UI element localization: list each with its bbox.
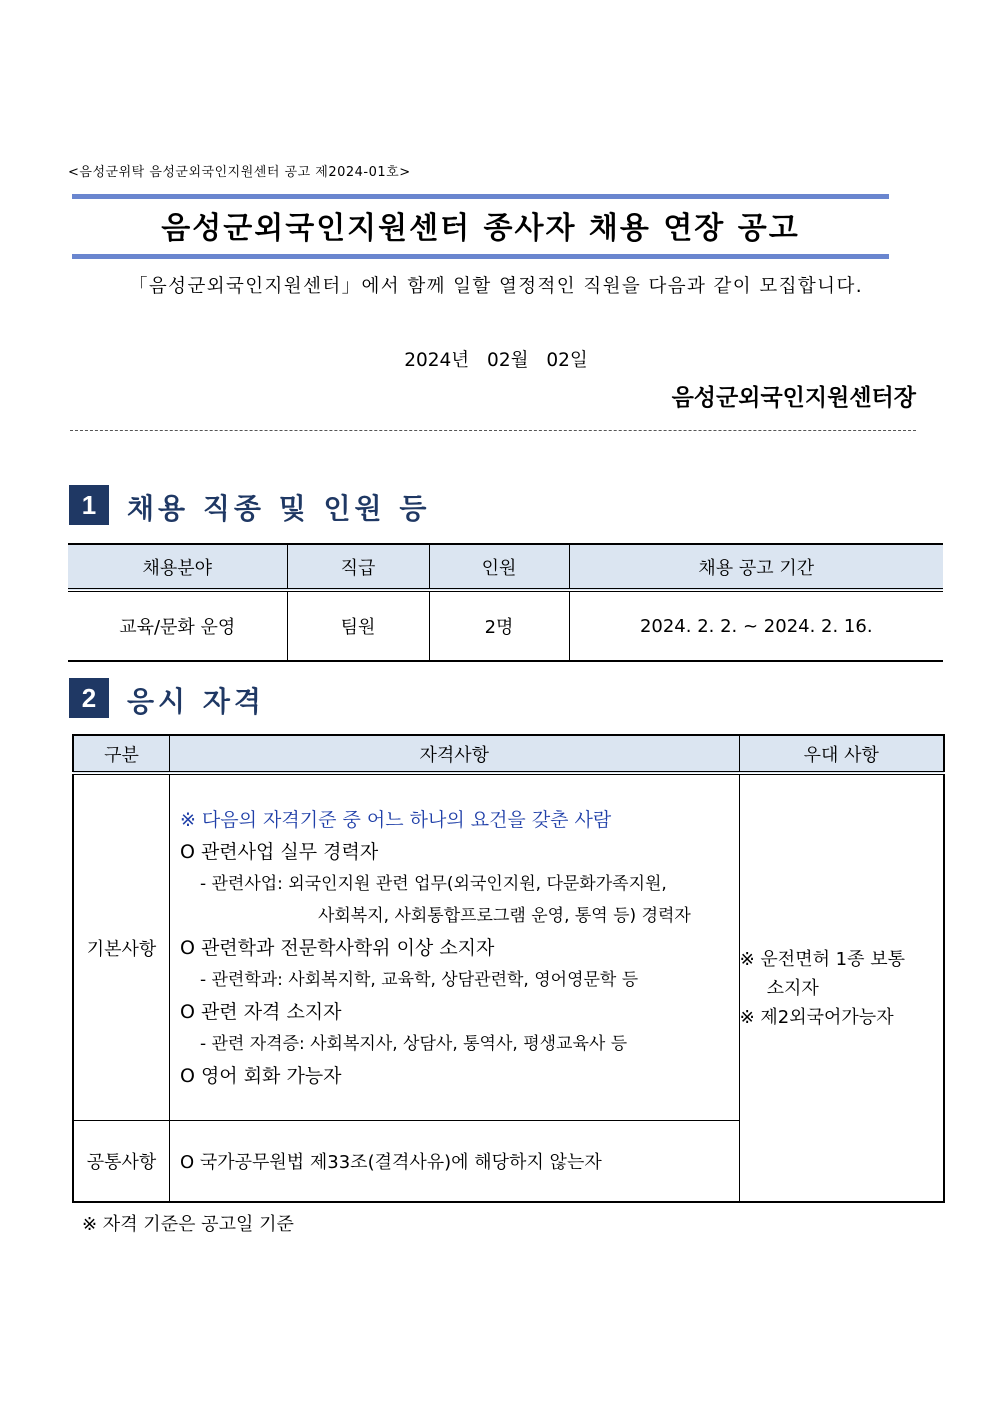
- table-row-basic: [73, 773, 944, 1121]
- criteria-item: O 관련학과 전문학사학위 이상 소지자: [179, 937, 495, 959]
- criteria-detail: 사회복지, 사회통합프로그램 운영, 통역 등) 경력자: [317, 906, 691, 926]
- cell-field: 교육/문화 운영: [68, 590, 287, 661]
- section-2-number: 2: [69, 678, 109, 718]
- criteria-heading: ※ 다음의 자격기준 중 어느 하나의 요건을 갖춘 사람: [179, 809, 612, 831]
- dashed-divider: [70, 430, 916, 431]
- criteria-item: O 관련 자격 소지자: [179, 1001, 342, 1023]
- cell-headcount: 2명: [429, 590, 569, 661]
- basic-qualifications: [169, 773, 739, 1121]
- intro-text: 「음성군외국인지원센터」에서 함께 일할 열정적인 직원을 다음과 같이 모집합니다.: [129, 276, 863, 297]
- table-header-row: [68, 544, 943, 590]
- title-bottom-bar: [72, 254, 889, 259]
- recruitment-table: [68, 543, 943, 662]
- common-label: 공통사항: [73, 1121, 169, 1203]
- qualification-table: [72, 734, 945, 1203]
- title-top-bar: [72, 194, 889, 199]
- table-header-row: [73, 735, 944, 773]
- header-category: 구분: [73, 735, 169, 773]
- section-1-number: 1: [69, 485, 109, 525]
- criteria-item: O 영어 회화 가능자: [179, 1065, 342, 1087]
- preferences-cell: [739, 773, 944, 1202]
- header-rank: 직급: [287, 544, 429, 590]
- basic-label: 기본사항: [73, 773, 169, 1121]
- header-field: 채용분야: [68, 544, 287, 590]
- page-title: 음성군외국인지원센터 종사자 채용 연장 공고: [161, 211, 800, 246]
- header-period: 채용 공고 기간: [569, 544, 943, 590]
- footnote: ※ 자격 기준은 공고일 기준: [82, 1214, 294, 1235]
- criteria-item: O 관련사업 실무 경력자: [179, 841, 379, 863]
- issuer: 음성군외국인지원센터장: [671, 385, 916, 411]
- header-headcount: 인원: [429, 544, 569, 590]
- header-preferences: 우대 사항: [739, 735, 944, 773]
- cell-rank: 팀원: [287, 590, 429, 661]
- section-1-title: 채용 직종 및 인원 등: [127, 492, 431, 525]
- criteria-detail: - 관련사업: 외국인지원 관련 업무(외국인지원, 다문화가족지원,: [199, 874, 667, 894]
- header-qualifications: 자격사항: [169, 735, 739, 773]
- preference-item: ※ 제2외국어가능자: [739, 1006, 894, 1028]
- section-2-title: 응시 자격: [127, 685, 265, 718]
- criteria-detail: - 관련 자격증: 사회복지사, 상담사, 통역사, 평생교육사 등: [199, 1034, 628, 1054]
- preference-item-cont: 소지자: [766, 977, 819, 999]
- preference-item: ※ 운전면허 1종 보통: [739, 948, 906, 970]
- criteria-detail: - 관련학과: 사회복지학, 교육학, 상담관련학, 영어영문학 등: [199, 970, 639, 990]
- notice-number: <음성군위탁 음성군외국인지원센터 공고 제2024-01호>: [68, 165, 411, 180]
- table-row: [68, 590, 943, 661]
- cell-period: 2024. 2. 2. ~ 2024. 2. 16.: [569, 590, 943, 661]
- common-qualification: O 국가공무원법 제33조(결격사유)에 해당하지 않는자: [169, 1121, 739, 1203]
- notice-date: 2024년 02월 02일: [404, 350, 588, 371]
